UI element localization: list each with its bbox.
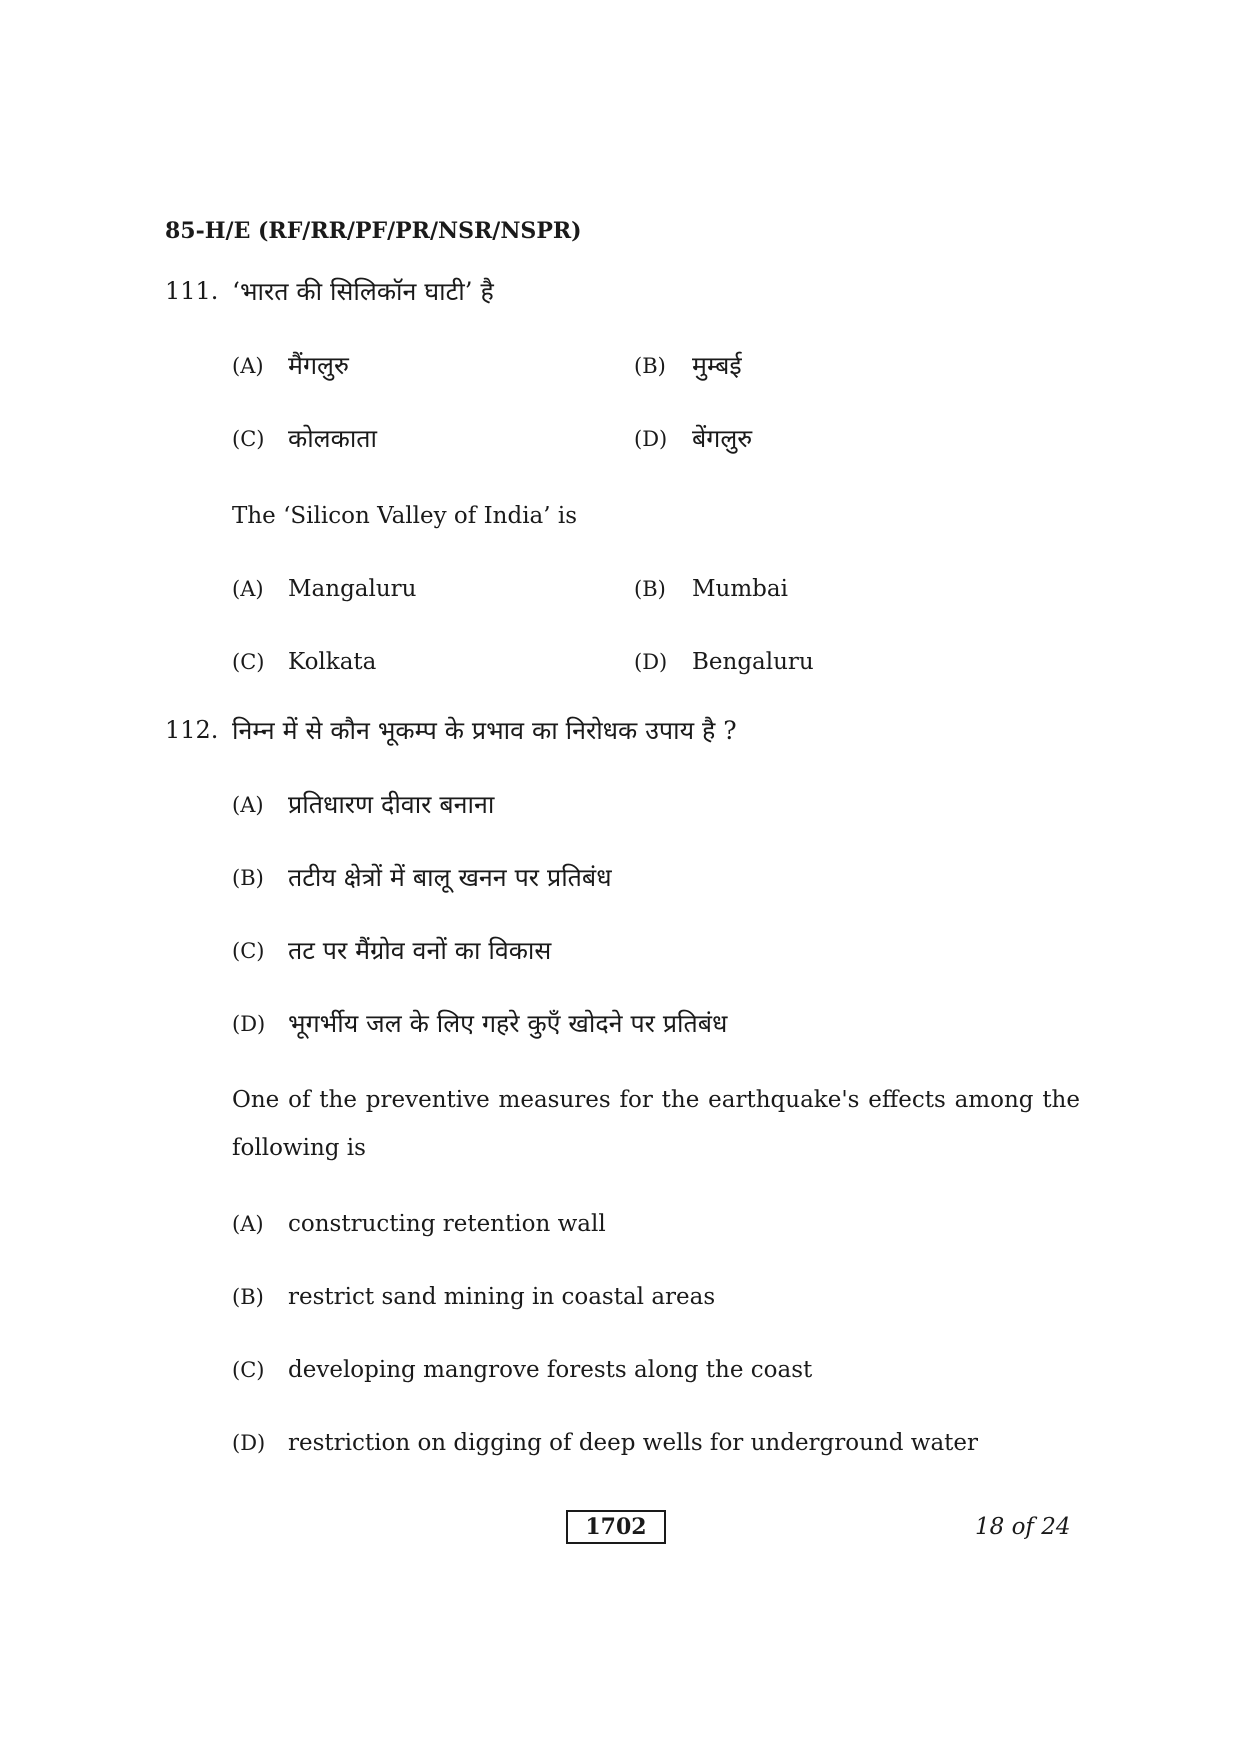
- question-text-english: One of the preventive measures for the earthquake's effects among the following is: [232, 1087, 1080, 1161]
- option-label: (B): [634, 354, 666, 378]
- option-label: (A): [232, 354, 264, 378]
- option-label: (A): [232, 793, 264, 817]
- option-text-english: developing mangrove forests along the coast: [288, 1357, 813, 1383]
- option-text-hindi: मैंगलुरु: [288, 351, 349, 380]
- option-label: (C): [232, 427, 265, 451]
- option-label: (C): [232, 650, 265, 674]
- option-text-english: Bengaluru: [692, 649, 814, 675]
- option-text-english: constructing retention wall: [288, 1211, 606, 1237]
- option-label: (D): [232, 1431, 266, 1455]
- option-label: (D): [232, 1012, 266, 1036]
- option-text-hindi: तट पर मैंग्रोव वनों का विकास: [288, 936, 552, 965]
- question-number: 111.: [165, 277, 219, 305]
- option-label: (C): [232, 1358, 265, 1382]
- option-text-hindi: प्रतिधारण दीवार बनाना: [288, 790, 495, 819]
- option-label: (C): [232, 939, 265, 963]
- paper-header: 85-H/E (RF/RR/PF/PR/NSR/NSPR): [165, 218, 582, 244]
- question-text-hindi: निम्न में से कौन भूकम्प के प्रभाव का निरोधक उपाय है ?: [232, 716, 737, 745]
- option-text-english: Mumbai: [692, 576, 788, 602]
- option-text-english: restriction on digging of deep wells for underground water: [288, 1430, 979, 1456]
- option-text-hindi: बेंगलुरु: [692, 424, 753, 453]
- option-text-hindi: मुम्बई: [692, 351, 742, 380]
- question-text-english: The ‘Silicon Valley of India’ is: [232, 503, 578, 529]
- option-text-english: restrict sand mining in coastal areas: [288, 1284, 716, 1310]
- option-text-english: Kolkata: [288, 649, 377, 675]
- page-number: 18 of 24: [975, 1514, 1071, 1540]
- question-text-hindi: ‘भारत की सिलिकॉन घाटी’ है: [232, 277, 494, 306]
- option-label: (D): [634, 427, 668, 451]
- option-text-hindi: कोलकाता: [288, 424, 378, 453]
- option-label: (B): [634, 577, 666, 601]
- option-label: (B): [232, 1285, 264, 1309]
- option-text-hindi: भूगर्भीय जल के लिए गहरे कुएँ खोदने पर प्रतिबंध: [288, 1009, 728, 1038]
- option-label: (D): [634, 650, 668, 674]
- option-label: (A): [232, 577, 264, 601]
- option-label: (B): [232, 866, 264, 890]
- question-number: 112.: [165, 716, 219, 744]
- option-text-english: Mangaluru: [288, 576, 417, 602]
- option-label: (A): [232, 1212, 264, 1236]
- option-text-hindi: तटीय क्षेत्रों में बालू खनन पर प्रतिबंध: [288, 863, 612, 892]
- paper-code-box: 1702: [566, 1510, 666, 1544]
